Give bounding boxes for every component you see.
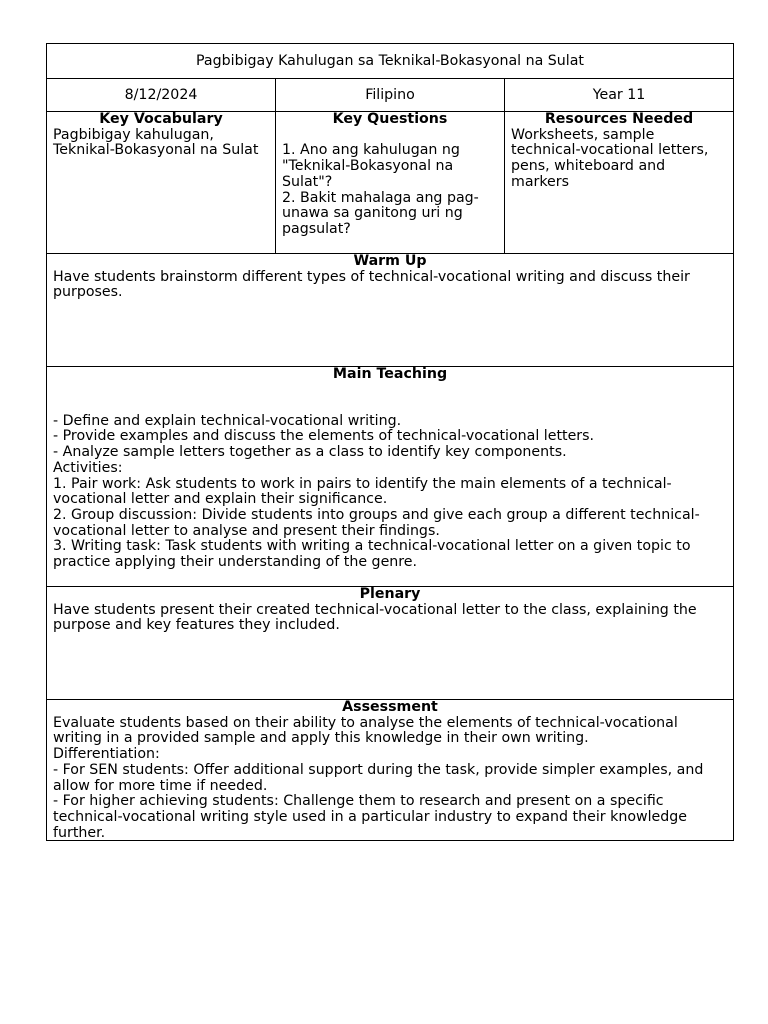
plenary-text: Have students present their created technical-vocational letter to the class, explaining the purpose and key features they included.	[53, 601, 697, 634]
plenary-section	[47, 587, 733, 700]
warm-up-section	[47, 254, 733, 367]
lesson-plan-table	[46, 43, 734, 841]
main-teaching-section	[47, 367, 733, 587]
key-vocabulary-text: Pagbibigay kahulugan, Teknikal-Bokasyonal na Sulat	[53, 126, 259, 159]
main-teaching-text: - Define and explain technical-vocational writing. - Provide examples and discuss the elements of technical-vocational letters. - Analyze sample letters together as a class to identify key components. Activities: 1. Pair work: Ask students to work in pairs to identify the main elements of a technical- vocational letter and explain their significance. 2. Group discussion: Divide students into groups and give each group a different technical- vocational letter to analyse and present their findings. 3. Writing task: Task students with writing a technical-vocational letter on a given topic to practice applying their understanding of the genre.	[53, 412, 700, 571]
lesson-title: Pagbibigay Kahulugan sa Teknikal-Bokasyonal na Sulat	[196, 53, 584, 69]
resources-heading: Resources Needed	[544, 111, 694, 127]
resources-cell	[505, 112, 733, 253]
main-teaching-heading: Main Teaching	[332, 366, 448, 382]
warm-up-text: Have students brainstorm different types of technical-vocational writing and discuss their purposes.	[53, 268, 690, 301]
spacer	[53, 383, 727, 414]
title-row	[47, 44, 733, 79]
key-questions-cell	[276, 112, 505, 253]
key-questions-heading: Key Questions	[332, 111, 448, 127]
key-vocabulary-heading: Key Vocabulary	[99, 111, 223, 127]
subject-cell	[276, 79, 505, 111]
plenary-heading: Plenary	[359, 586, 421, 602]
assessment-heading: Assessment	[342, 699, 438, 715]
year-value: Year 11	[592, 87, 646, 103]
meta-row	[47, 79, 733, 112]
assessment-section	[47, 700, 733, 840]
warm-up-heading: Warm Up	[353, 253, 427, 269]
key-questions-text: 1. Ano ang kahulugan ng "Teknikal-Bokasyonal na Sulat"? 2. Bakit mahalaga ang pag- unawa sa ganitong uri ng pagsulat?	[282, 142, 479, 237]
key-vocabulary-cell	[47, 112, 276, 253]
vocab-questions-resources-row	[47, 112, 733, 254]
date-cell	[47, 79, 276, 111]
assessment-text: Evaluate students based on their ability to analyse the elements of technical-vocational writing in a provided sample and apply this knowledge in their own writing. Differentiation: - For SEN students: Offer additional support during the task, provide simpler examples, and allow for more time if needed. - For higher achieving students: Challenge them to research and present on a specific technical-vocational writing style used in a particular industry to expand their knowledge further.	[53, 714, 704, 841]
year-cell	[505, 79, 733, 111]
resources-text: Worksheets, sample technical-vocational letters, pens, whiteboard and markers	[511, 126, 709, 190]
date-value: 8/12/2024	[124, 87, 198, 103]
subject-value: Filipino	[365, 87, 415, 103]
